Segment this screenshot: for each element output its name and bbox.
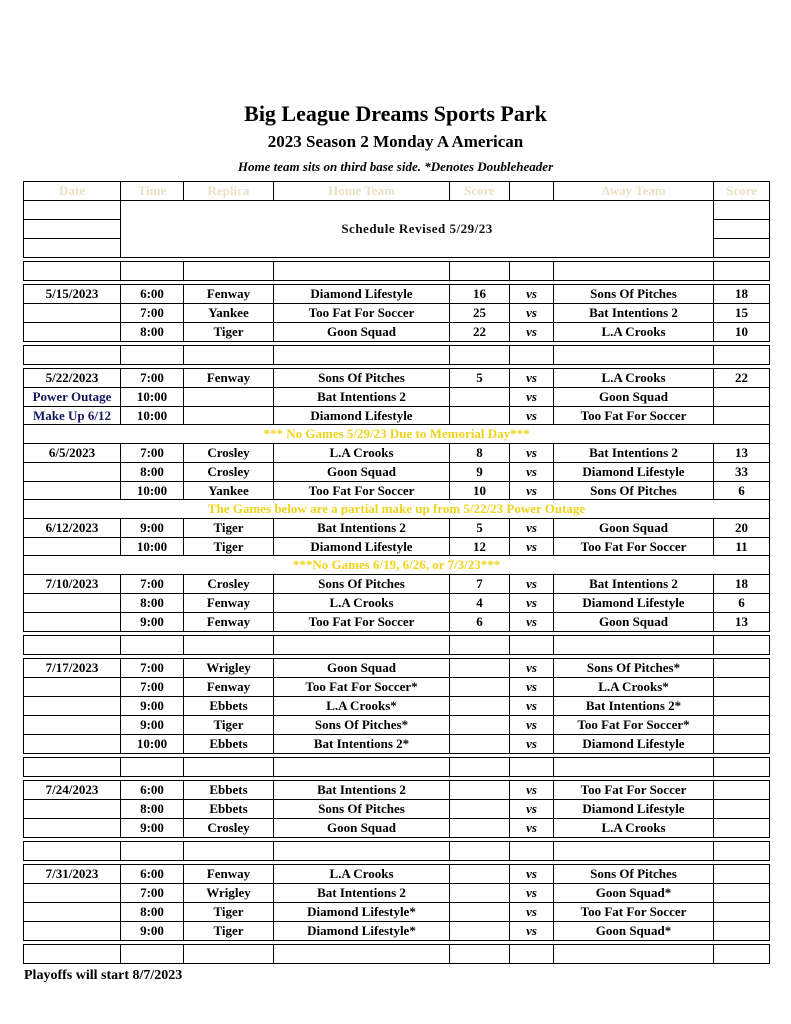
date-cell (24, 462, 121, 481)
away-team-cell: Diamond Lifestyle (554, 462, 714, 481)
vs-cell: vs (510, 921, 554, 940)
home-team-cell: Goon Squad (274, 658, 450, 677)
home-team-cell: L.A Crooks (274, 443, 450, 462)
home-score-cell: 12 (450, 537, 510, 556)
away-score-cell (714, 780, 770, 799)
away-score-cell: 18 (714, 284, 770, 303)
vs-column-header (510, 182, 554, 201)
replica-cell: Fenway (184, 864, 274, 883)
away-team-cell: Goon Squad (554, 612, 714, 631)
game-row (24, 715, 770, 734)
separator-row (23, 635, 770, 655)
game-row (24, 734, 770, 753)
date-cell (24, 322, 121, 341)
away-team-cell: Diamond Lifestyle (554, 799, 714, 818)
vs-cell: vs (510, 593, 554, 612)
replica-cell: Yankee (184, 481, 274, 500)
empty-date-cell (24, 200, 121, 219)
home-score-cell: 25 (450, 303, 510, 322)
replica-cell: Yankee (184, 303, 274, 322)
home-team-cell: Diamond Lifestyle (274, 406, 450, 425)
replica-cell: Fenway (184, 593, 274, 612)
vs-cell: vs (510, 658, 554, 677)
away-team-cell: L.A Crooks (554, 368, 714, 387)
home-score-cell (450, 864, 510, 883)
notice-memorial-day (23, 424, 770, 444)
away-score-cell (714, 902, 770, 921)
time-cell: 9:00 (121, 696, 184, 715)
date-cell (24, 799, 121, 818)
away-score-cell (714, 696, 770, 715)
date-cell: 6/12/2023 (24, 518, 121, 537)
away-score-cell: 18 (714, 574, 770, 593)
vs-cell: vs (510, 303, 554, 322)
replica-cell: Ebbets (184, 734, 274, 753)
replica-cell: Tiger (184, 921, 274, 940)
replica-cell: Crosley (184, 462, 274, 481)
away-team-cell: Goon Squad (554, 518, 714, 537)
away-score-cell: 13 (714, 612, 770, 631)
time-cell: 6:00 (121, 864, 184, 883)
notice-makeup-games (23, 499, 770, 519)
date-cell: 7/17/2023 (24, 658, 121, 677)
game-row (24, 677, 770, 696)
empty-date-cell (24, 219, 121, 238)
replica-column-header: Replica (184, 182, 274, 201)
game-row (24, 406, 770, 425)
notice-text: The Games below are a partial make up from 5/22/23 Power Outage (24, 500, 770, 519)
away-team-cell: L.A Crooks (554, 322, 714, 341)
away-team-cell: Sons Of Pitches* (554, 658, 714, 677)
date-cell (24, 612, 121, 631)
home-score-cell (450, 780, 510, 799)
replica-cell: Crosley (184, 443, 274, 462)
away-team-cell: L.A Crooks (554, 818, 714, 837)
home-team-cell: Diamond Lifestyle (274, 537, 450, 556)
game-row (24, 518, 770, 537)
vs-cell: vs (510, 902, 554, 921)
home-team-cell: Too Fat For Soccer (274, 481, 450, 500)
date-cell: 7/24/2023 (24, 780, 121, 799)
empty-score-cell (714, 219, 770, 238)
time-cell: 7:00 (121, 677, 184, 696)
vs-cell: vs (510, 818, 554, 837)
time-cell: 7:00 (121, 883, 184, 902)
time-cell: 8:00 (121, 462, 184, 481)
away-team-cell: Too Fat For Soccer (554, 902, 714, 921)
away-score-cell: 11 (714, 537, 770, 556)
game-row (24, 921, 770, 940)
date-column-header: Date (24, 182, 121, 201)
replica-cell (184, 406, 274, 425)
schedule-block-7-17 (23, 658, 770, 754)
replica-cell (184, 387, 274, 406)
home-team-cell: Goon Squad (274, 818, 450, 837)
empty-date-cell (24, 238, 121, 257)
replica-cell: Tiger (184, 322, 274, 341)
replica-cell: Tiger (184, 715, 274, 734)
notice-no-games-june (23, 555, 770, 575)
away-score-cell (714, 883, 770, 902)
home-score-cell: 4 (450, 593, 510, 612)
vs-cell: vs (510, 322, 554, 341)
home-score-cell (450, 734, 510, 753)
game-row (24, 574, 770, 593)
home-team-cell: Bat Intentions 2 (274, 387, 450, 406)
vs-cell: vs (510, 387, 554, 406)
date-cell: Power Outage (24, 387, 121, 406)
schedule-block-7-10 (23, 574, 770, 632)
time-cell: 7:00 (121, 368, 184, 387)
away-score-cell (714, 864, 770, 883)
replica-cell: Ebbets (184, 799, 274, 818)
home-score-column-header: Score (450, 182, 510, 201)
away-team-cell: Too Fat For Soccer (554, 537, 714, 556)
game-row (24, 368, 770, 387)
home-team-cell: Sons Of Pitches (274, 368, 450, 387)
vs-cell: vs (510, 518, 554, 537)
home-team-cell: Too Fat For Soccer (274, 303, 450, 322)
home-team-cell: Too Fat For Soccer (274, 612, 450, 631)
home-team-cell: Diamond Lifestyle* (274, 921, 450, 940)
home-score-cell: 7 (450, 574, 510, 593)
time-cell: 7:00 (121, 303, 184, 322)
time-cell: 7:00 (121, 443, 184, 462)
vs-cell: vs (510, 864, 554, 883)
home-team-cell: Bat Intentions 2 (274, 518, 450, 537)
away-team-cell: Too Fat For Soccer (554, 780, 714, 799)
time-cell: 10:00 (121, 406, 184, 425)
revision-banner-section (23, 200, 770, 258)
date-cell: 6/5/2023 (24, 443, 121, 462)
time-cell: 8:00 (121, 799, 184, 818)
time-cell: 7:00 (121, 658, 184, 677)
home-score-cell (450, 406, 510, 425)
away-team-cell: Sons Of Pitches (554, 481, 714, 500)
away-score-cell (714, 677, 770, 696)
separator-row (23, 261, 770, 281)
empty-score-cell (714, 200, 770, 219)
game-row (24, 658, 770, 677)
home-score-cell (450, 696, 510, 715)
vs-cell: vs (510, 696, 554, 715)
page-title: Big League Dreams Sports Park (244, 101, 547, 126)
home-score-cell: 16 (450, 284, 510, 303)
vs-cell: vs (510, 883, 554, 902)
date-cell (24, 303, 121, 322)
date-cell (24, 696, 121, 715)
away-score-cell (714, 658, 770, 677)
game-row (24, 818, 770, 837)
home-team-cell: Bat Intentions 2* (274, 734, 450, 753)
time-cell: 10:00 (121, 537, 184, 556)
away-score-cell: 33 (714, 462, 770, 481)
schedule-block-5-22 (23, 368, 770, 426)
home-team-cell: Diamond Lifestyle (274, 284, 450, 303)
away-team-cell: Diamond Lifestyle (554, 734, 714, 753)
game-row (24, 303, 770, 322)
away-score-cell: 6 (714, 593, 770, 612)
away-score-cell: 22 (714, 368, 770, 387)
vs-cell: vs (510, 715, 554, 734)
game-row (24, 443, 770, 462)
date-cell (24, 481, 121, 500)
home-score-cell: 5 (450, 368, 510, 387)
home-team-cell: Bat Intentions 2 (274, 883, 450, 902)
vs-cell: vs (510, 284, 554, 303)
home-team-cell: Goon Squad (274, 322, 450, 341)
away-team-cell: Goon Squad* (554, 921, 714, 940)
home-score-cell (450, 902, 510, 921)
home-score-cell (450, 658, 510, 677)
away-team-cell: Goon Squad (554, 387, 714, 406)
home-score-cell (450, 818, 510, 837)
separator-row (23, 345, 770, 365)
vs-cell: vs (510, 537, 554, 556)
home-team-cell: Bat Intentions 2 (274, 780, 450, 799)
time-cell: 6:00 (121, 284, 184, 303)
game-row (24, 902, 770, 921)
vs-cell: vs (510, 677, 554, 696)
schedule-block-6-5 (23, 443, 770, 501)
vs-cell: vs (510, 734, 554, 753)
revision-banner: Schedule Revised 5/29/23 (121, 200, 714, 257)
time-cell: 9:00 (121, 715, 184, 734)
away-score-cell (714, 734, 770, 753)
time-cell: 9:00 (121, 612, 184, 631)
home-team-cell: Diamond Lifestyle* (274, 902, 450, 921)
home-score-cell (450, 387, 510, 406)
time-cell: 7:00 (121, 574, 184, 593)
separator-row (23, 841, 770, 861)
replica-cell: Tiger (184, 518, 274, 537)
date-cell: 7/31/2023 (24, 864, 121, 883)
time-cell: 9:00 (121, 921, 184, 940)
date-cell (24, 537, 121, 556)
away-team-cell: Bat Intentions 2 (554, 303, 714, 322)
away-team-cell: Bat Intentions 2* (554, 696, 714, 715)
home-team-cell: L.A Crooks (274, 593, 450, 612)
time-cell: 10:00 (121, 734, 184, 753)
separator-row (23, 944, 770, 964)
date-cell (24, 818, 121, 837)
game-row (24, 284, 770, 303)
home-score-cell: 9 (450, 462, 510, 481)
vs-cell: vs (510, 406, 554, 425)
time-cell: 9:00 (121, 818, 184, 837)
date-cell (24, 921, 121, 940)
date-cell: 5/22/2023 (24, 368, 121, 387)
schedule-block-5-15 (23, 284, 770, 342)
game-row (24, 780, 770, 799)
replica-cell: Ebbets (184, 696, 274, 715)
replica-cell: Fenway (184, 368, 274, 387)
away-team-cell: Sons Of Pitches (554, 864, 714, 883)
date-cell: Make Up 6/12 (24, 406, 121, 425)
time-cell: 8:00 (121, 593, 184, 612)
page-header (0, 0, 791, 174)
empty-score-cell (714, 238, 770, 257)
vs-cell: vs (510, 799, 554, 818)
date-cell (24, 593, 121, 612)
game-row (24, 864, 770, 883)
schedule-sheet (23, 181, 769, 964)
vs-cell: vs (510, 780, 554, 799)
home-score-cell (450, 883, 510, 902)
home-team-cell: Sons Of Pitches (274, 799, 450, 818)
home-score-cell: 10 (450, 481, 510, 500)
replica-cell: Fenway (184, 677, 274, 696)
time-cell: 8:00 (121, 322, 184, 341)
away-team-cell: Bat Intentions 2 (554, 574, 714, 593)
time-cell: 9:00 (121, 518, 184, 537)
away-team-cell: Too Fat For Soccer* (554, 715, 714, 734)
date-cell (24, 677, 121, 696)
away-team-cell: Sons Of Pitches (554, 284, 714, 303)
replica-cell: Tiger (184, 902, 274, 921)
vs-cell: vs (510, 368, 554, 387)
vs-cell: vs (510, 612, 554, 631)
replica-cell: Fenway (184, 284, 274, 303)
game-row (24, 537, 770, 556)
time-cell: 8:00 (121, 902, 184, 921)
date-cell (24, 715, 121, 734)
replica-cell: Wrigley (184, 883, 274, 902)
home-team-cell: Sons Of Pitches* (274, 715, 450, 734)
time-cell: 10:00 (121, 387, 184, 406)
replica-cell: Crosley (184, 818, 274, 837)
replica-cell: Tiger (184, 537, 274, 556)
away-score-cell (714, 818, 770, 837)
vs-cell: vs (510, 462, 554, 481)
away-score-cell: 15 (714, 303, 770, 322)
replica-cell: Crosley (184, 574, 274, 593)
schedule-block-6-12 (23, 518, 770, 557)
vs-cell: vs (510, 481, 554, 500)
time-cell: 10:00 (121, 481, 184, 500)
date-cell: 7/10/2023 (24, 574, 121, 593)
away-score-cell: 10 (714, 322, 770, 341)
game-row (24, 799, 770, 818)
game-row (24, 593, 770, 612)
away-score-cell: 13 (714, 443, 770, 462)
away-team-cell: Bat Intentions 2 (554, 443, 714, 462)
separator-row (23, 757, 770, 777)
date-cell: 5/15/2023 (24, 284, 121, 303)
time-cell: 6:00 (121, 780, 184, 799)
home-team-column-header: Home Team (274, 182, 450, 201)
home-score-cell (450, 677, 510, 696)
home-score-cell: 22 (450, 322, 510, 341)
page-subtitle: 2023 Season 2 Monday A American (267, 132, 524, 151)
away-score-cell (714, 406, 770, 425)
home-team-cell: Too Fat For Soccer* (274, 677, 450, 696)
time-column-header: Time (121, 182, 184, 201)
vs-cell: vs (510, 443, 554, 462)
away-score-cell: 6 (714, 481, 770, 500)
away-team-cell: Too Fat For Soccer (554, 406, 714, 425)
home-score-cell (450, 921, 510, 940)
home-score-cell: 6 (450, 612, 510, 631)
away-score-cell (714, 921, 770, 940)
home-score-cell: 8 (450, 443, 510, 462)
away-team-cell: L.A Crooks* (554, 677, 714, 696)
game-row (24, 322, 770, 341)
home-score-cell (450, 799, 510, 818)
home-team-cell: L.A Crooks* (274, 696, 450, 715)
date-cell (24, 883, 121, 902)
away-score-cell (714, 715, 770, 734)
game-row (24, 696, 770, 715)
schedule-block-7-31 (23, 864, 770, 941)
game-row (24, 387, 770, 406)
notice-text: ***No Games 6/19, 6/26, or 7/3/23*** (24, 556, 770, 575)
replica-cell: Ebbets (184, 780, 274, 799)
home-team-cell: Sons Of Pitches (274, 574, 450, 593)
replica-cell: Fenway (184, 612, 274, 631)
home-score-cell (450, 715, 510, 734)
page-note: Home team sits on third base side. *Denotes Doubleheader (237, 159, 554, 174)
notice-text: *** No Games 5/29/23 Due to Memorial Day*** (24, 425, 770, 444)
game-row (24, 462, 770, 481)
game-row (24, 612, 770, 631)
date-cell (24, 734, 121, 753)
date-cell (24, 902, 121, 921)
replica-cell: Wrigley (184, 658, 274, 677)
home-score-cell: 5 (450, 518, 510, 537)
home-team-cell: L.A Crooks (274, 864, 450, 883)
away-score-cell: 20 (714, 518, 770, 537)
game-row (24, 883, 770, 902)
away-score-cell (714, 799, 770, 818)
away-team-column-header: Away Team (554, 182, 714, 201)
game-row (24, 481, 770, 500)
schedule-block-7-24 (23, 780, 770, 838)
away-score-column-header: Score (714, 182, 770, 201)
playoffs-note: Playoffs will start 8/7/2023 (24, 967, 183, 983)
column-header-row (23, 181, 770, 201)
vs-cell: vs (510, 574, 554, 593)
away-team-cell: Diamond Lifestyle (554, 593, 714, 612)
away-score-cell (714, 387, 770, 406)
home-team-cell: Goon Squad (274, 462, 450, 481)
away-team-cell: Goon Squad* (554, 883, 714, 902)
